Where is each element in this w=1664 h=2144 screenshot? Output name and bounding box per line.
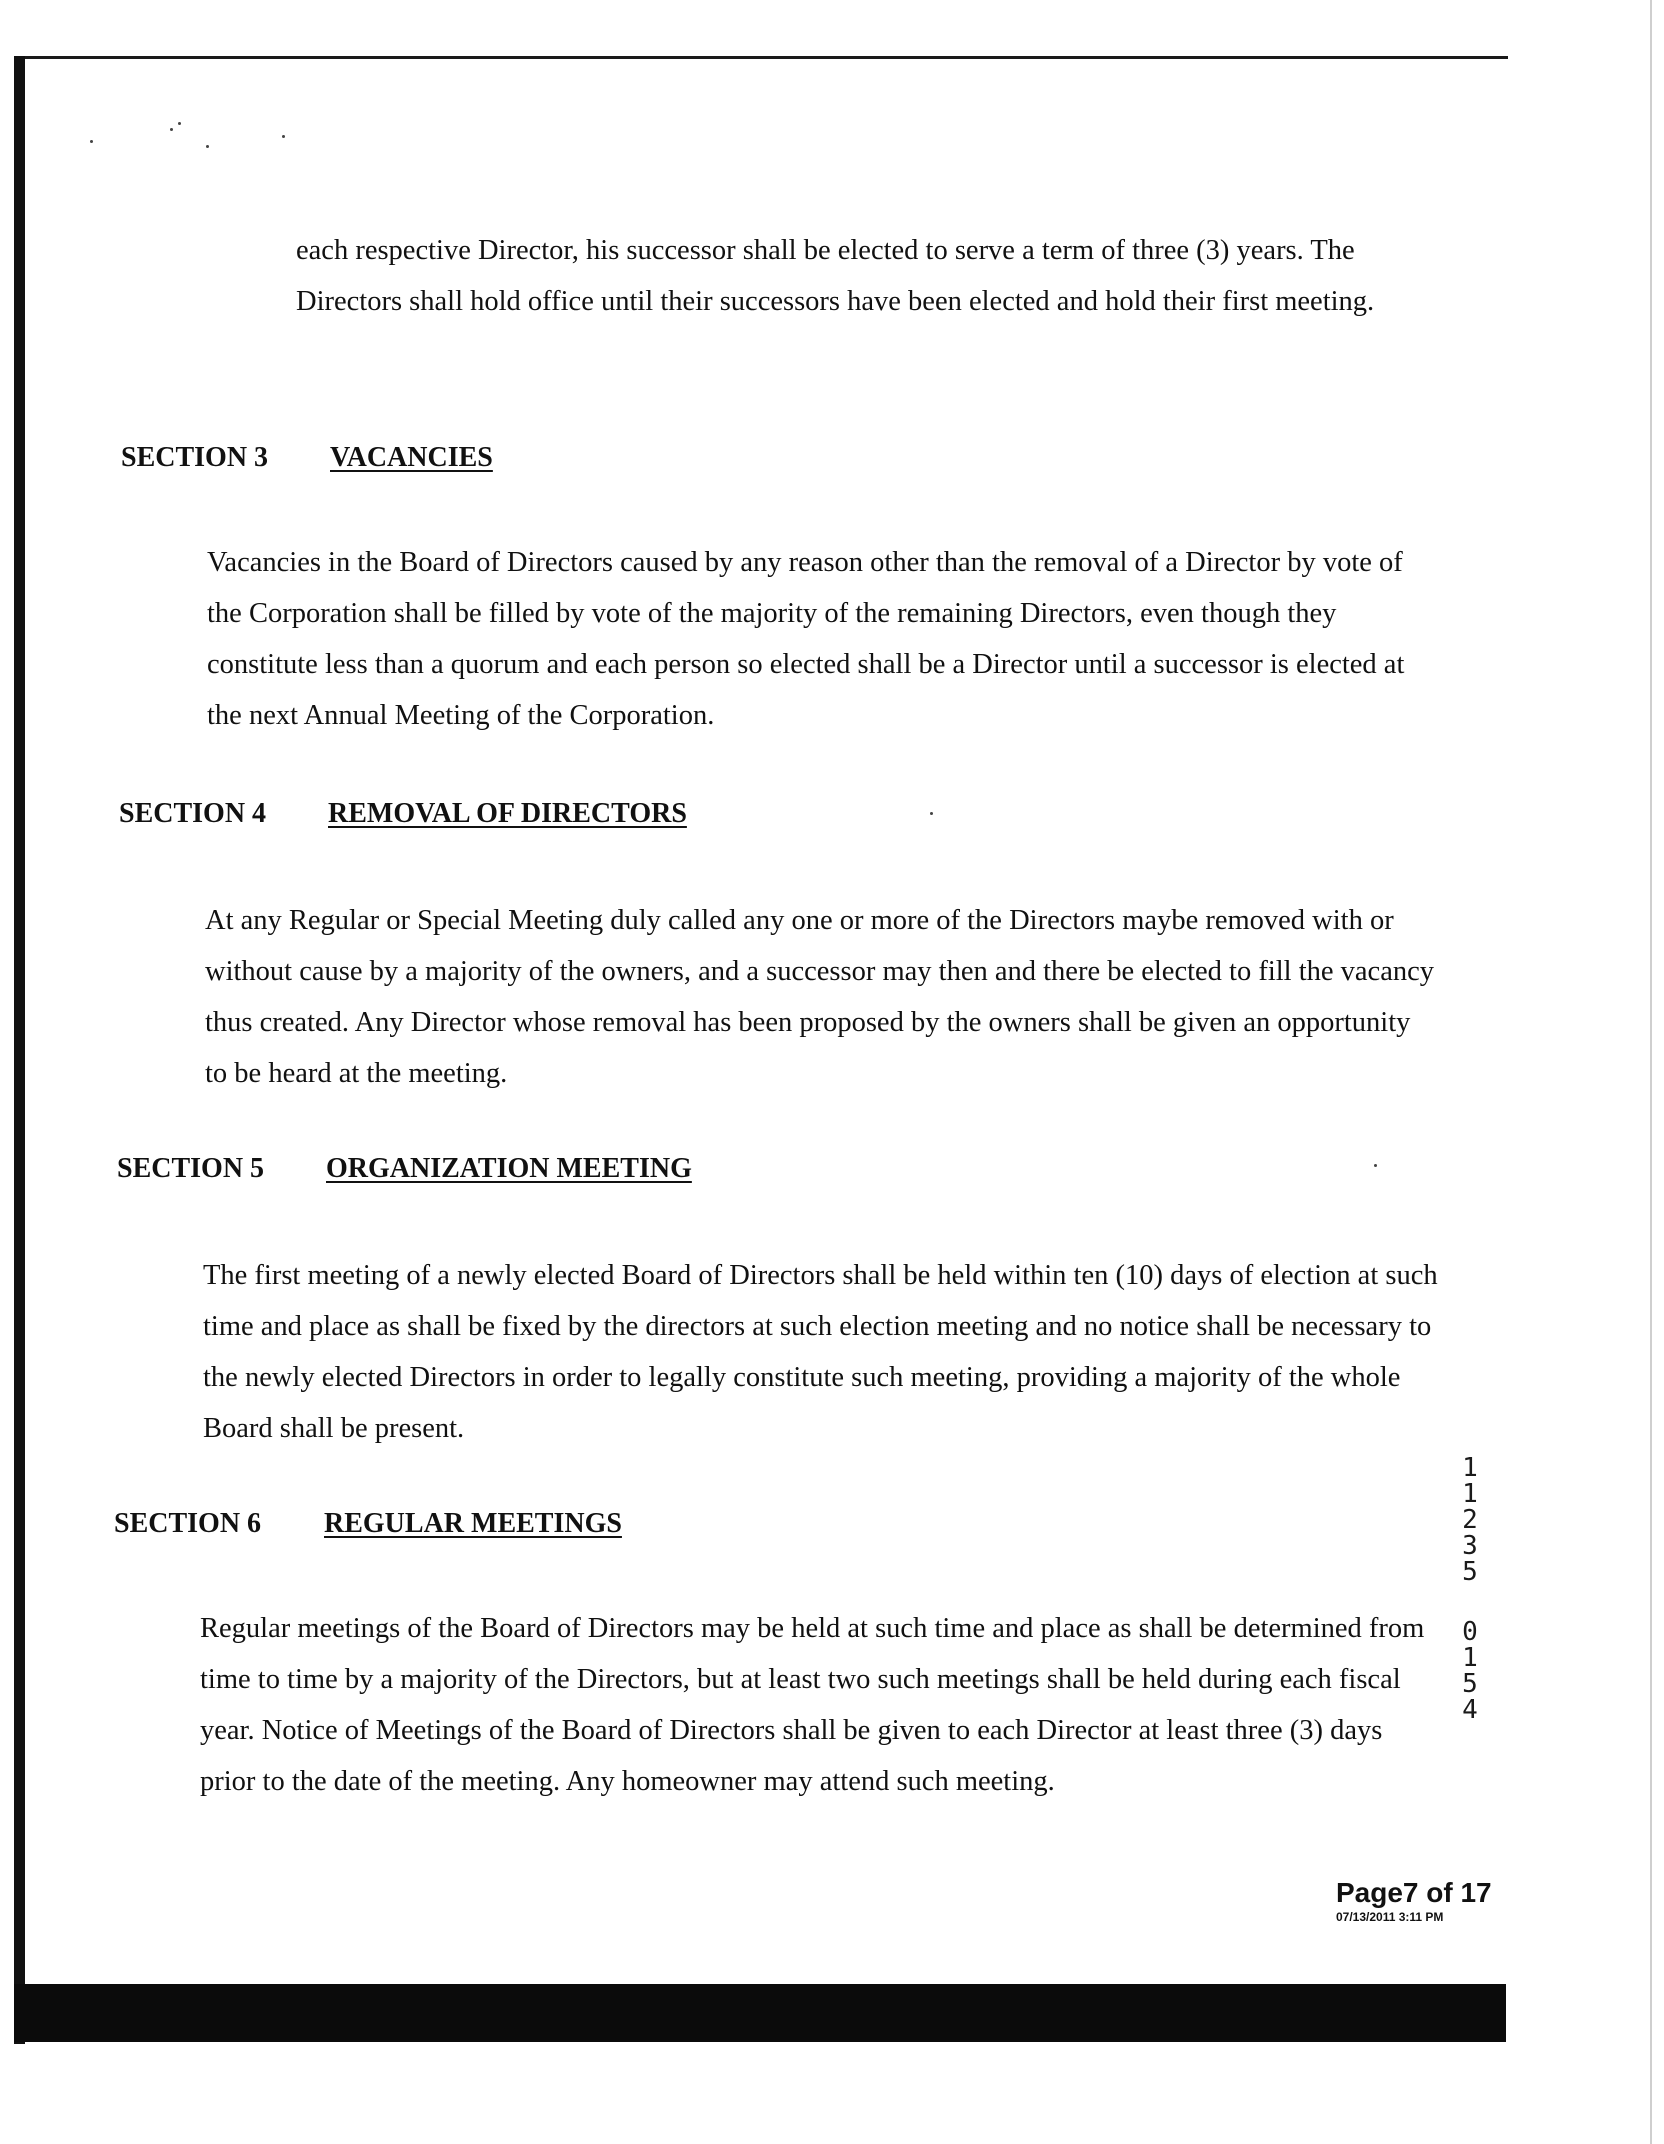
stamp-digit: 3 xyxy=(1462,1531,1478,1561)
section-6-title: REGULAR MEETINGS xyxy=(324,1508,622,1539)
page-number: Page7 of 17 xyxy=(1336,1877,1492,1908)
section-6-number: SECTION 6 xyxy=(114,1508,262,1539)
page-timestamp: 07/13/2011 3:11 PM xyxy=(1336,1910,1444,1924)
top-rule xyxy=(20,56,1508,59)
paragraph-vacancies: Vacancies in the Board of Directors caused by any reason other than the removal of a Director by vote of the Corporation shall be filled by vote of the majority of the remaining Directors, even though they constitute less than a quorum and each person so elected shall be a Director until a successor is elected at the next Annual Meeting of the Corporation. xyxy=(207,547,1405,731)
scan-speck xyxy=(206,145,209,148)
stamp-digit: 0 xyxy=(1462,1617,1478,1647)
scan-speck xyxy=(170,128,173,131)
paragraph-organization-meeting: The first meeting of a newly elected Board of Directors shall be held within ten (10) days of election at such time and place as shall be fixed by the directors at such election meeting and no notice shall be necessary to the newly elected Directors in order to legally constitute such meeting, providing a majority of the whole Board shall be present. xyxy=(203,1260,1438,1444)
paragraph-removal-of-directors: At any Regular or Special Meeting duly called any one or more of the Directors maybe removed with or without cause by a majority of the owners, and a successor may then and there be elected to fill the vacancy thus created. Any Director whose removal has been proposed by the owners shall be given an opportunity to be heard at the meeting. xyxy=(205,905,1435,1089)
stamp-digit: 5 xyxy=(1462,1557,1478,1587)
section-4-title: REMOVAL OF DIRECTORS xyxy=(328,798,687,829)
section-3-number: SECTION 3 xyxy=(121,442,269,473)
stamp-gap xyxy=(1457,1585,1483,1619)
scan-speck xyxy=(930,812,933,815)
stamp-digit: 1 xyxy=(1462,1643,1478,1673)
scan-bottom-bar xyxy=(14,1984,1506,2042)
stamp-digit: 5 xyxy=(1462,1669,1478,1699)
section-5-number: SECTION 5 xyxy=(117,1153,265,1184)
section-5-title: ORGANIZATION MEETING xyxy=(326,1153,692,1184)
stamp-digit: 1 xyxy=(1462,1479,1478,1509)
stamp-digit: 1 xyxy=(1462,1453,1478,1483)
scan-left-bar xyxy=(14,56,25,2044)
scan-speck xyxy=(90,140,93,143)
scan-speck xyxy=(178,122,181,125)
section-3-title: VACANCIES xyxy=(330,442,493,473)
scan-right-edge xyxy=(1650,0,1652,2144)
scan-speck xyxy=(1374,1164,1377,1167)
stamp-digit: 2 xyxy=(1462,1505,1478,1535)
paragraph-term-continuation: each respective Director, his successor shall be elected to serve a term of three (3) years. The Directors shall hold office until their successors have been elected and hold their first meeting. xyxy=(296,235,1375,317)
recording-stamp-number xyxy=(1457,1455,1483,1723)
paragraph-regular-meetings: Regular meetings of the Board of Directors may be held at such time and place as shall be determined from time to time by a majority of the Directors, but at least two such meetings shall be held during each fiscal year. Notice of Meetings of the Board of Directors shall be given to each Director at least three (3) days prior to the date of the meeting. Any homeowner may attend such meeting. xyxy=(200,1613,1425,1797)
stamp-digit: 4 xyxy=(1462,1695,1478,1725)
scan-speck xyxy=(282,135,285,138)
section-4-number: SECTION 4 xyxy=(119,798,267,829)
